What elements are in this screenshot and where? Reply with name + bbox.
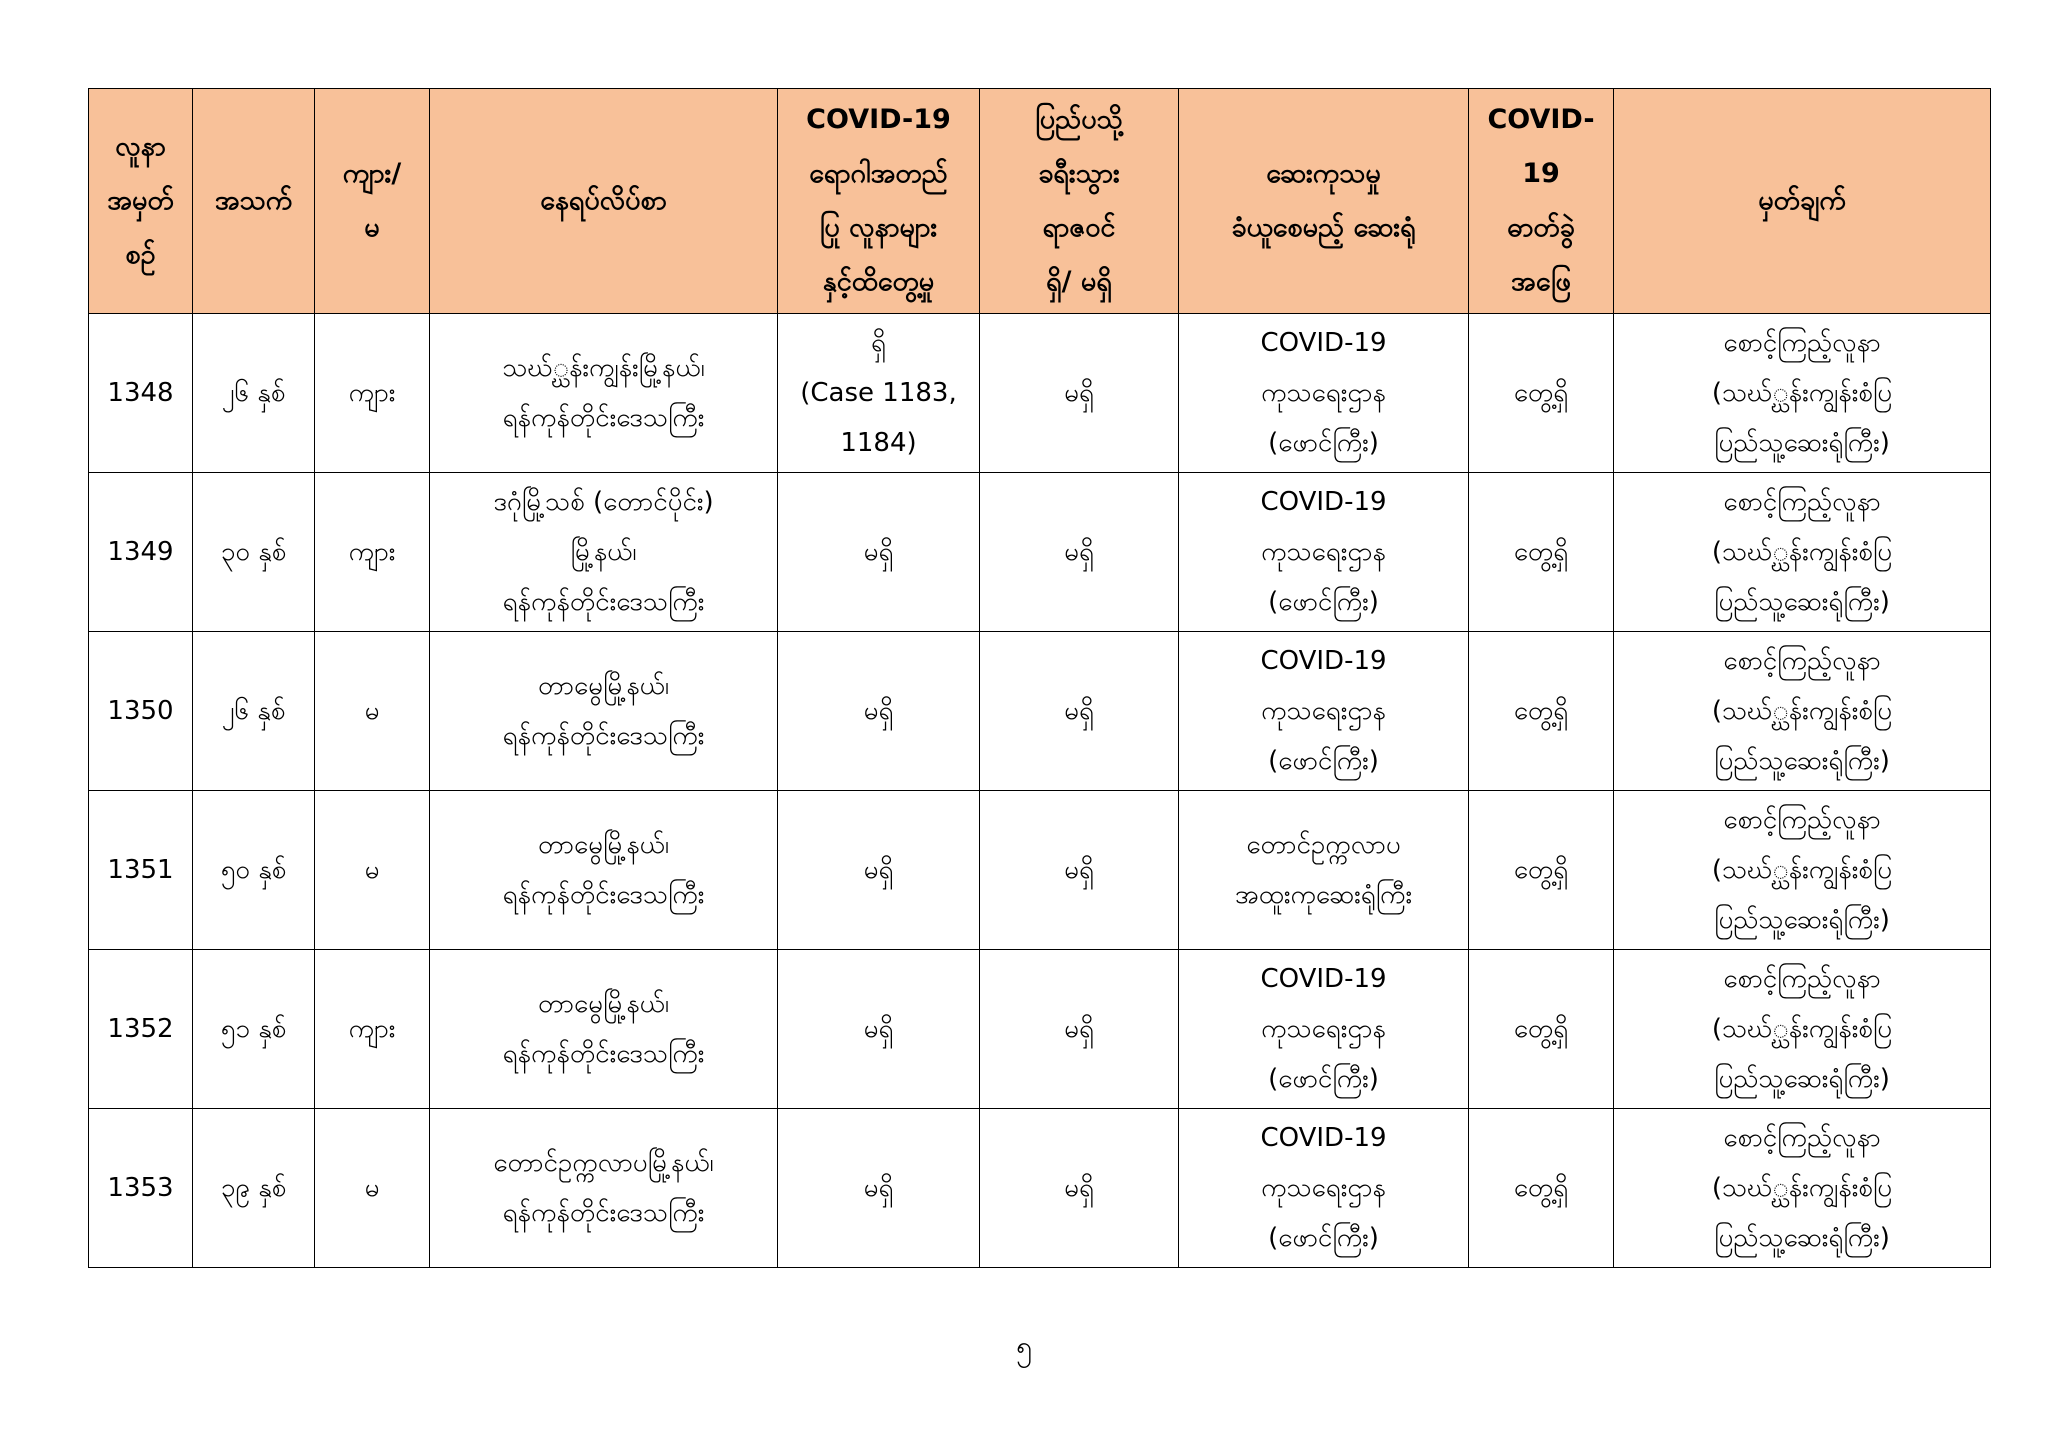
cell-patient-no: 1349 bbox=[89, 473, 193, 632]
cell-sex: ကျား bbox=[315, 950, 430, 1109]
cell-address: သဃ်္ဃန်းကျွန်းမြို့နယ်၊ ရန်ကုန်တိုင်းဒေသကြီး bbox=[430, 314, 778, 473]
cell-travel-history: မရှိ bbox=[980, 314, 1179, 473]
cell-patient-no: 1352 bbox=[89, 950, 193, 1109]
header-travel-history: ပြည်ပသို့ ခရီးသွား ရာဇဝင် ရှိ/ မရှိ bbox=[980, 89, 1179, 314]
cell-address: တာမွေမြို့နယ်၊ ရန်ကုန်တိုင်းဒေသကြီး bbox=[430, 950, 778, 1109]
cell-patient-no: 1348 bbox=[89, 314, 193, 473]
cell-contact: မရှိ bbox=[778, 1109, 980, 1268]
cell-travel-history: မရှိ bbox=[980, 1109, 1179, 1268]
cell-travel-history: မရှိ bbox=[980, 791, 1179, 950]
table-row bbox=[89, 314, 1991, 473]
covid-cases-table bbox=[88, 88, 1991, 1268]
cell-age: ၃၀ နှစ် bbox=[193, 473, 315, 632]
header-age: အသက် bbox=[193, 89, 315, 314]
cell-contact: မရှိ bbox=[778, 950, 980, 1109]
cell-age: ၂၆ နှစ် bbox=[193, 314, 315, 473]
table-row bbox=[89, 791, 1991, 950]
cell-contact: ရှိ (Case 1183, 1184) bbox=[778, 314, 980, 473]
cell-lab-result: တွေ့ရှိ bbox=[1469, 1109, 1614, 1268]
cell-contact: မရှိ bbox=[778, 791, 980, 950]
cell-contact: မရှိ bbox=[778, 473, 980, 632]
table-row bbox=[89, 950, 1991, 1109]
cell-hospital: COVID-19 ကုသရေးဌာန (ဖောင်ကြီး) bbox=[1179, 950, 1469, 1109]
cell-age: ၅၁ နှစ် bbox=[193, 950, 315, 1109]
cell-age: ၂၆ နှစ် bbox=[193, 632, 315, 791]
cell-remark: စောင့်ကြည့်လူနာ (သဃ်္ဃန်းကျွန်းစံပြ ပြည်သူ့ဆေးရုံကြီး) bbox=[1614, 632, 1991, 791]
cell-sex: မ bbox=[315, 1109, 430, 1268]
cell-lab-result: တွေ့ရှိ bbox=[1469, 314, 1614, 473]
cell-lab-result: တွေ့ရှိ bbox=[1469, 950, 1614, 1109]
cell-hospital: COVID-19 ကုသရေးဌာန (ဖောင်ကြီး) bbox=[1179, 314, 1469, 473]
cell-sex: ကျား bbox=[315, 473, 430, 632]
table-row bbox=[89, 1109, 1991, 1268]
cell-hospital: COVID-19 ကုသရေးဌာန (ဖောင်ကြီး) bbox=[1179, 1109, 1469, 1268]
cell-patient-no: 1350 bbox=[89, 632, 193, 791]
cell-hospital: COVID-19 ကုသရေးဌာန (ဖောင်ကြီး) bbox=[1179, 473, 1469, 632]
cell-sex: မ bbox=[315, 632, 430, 791]
cell-remark: စောင့်ကြည့်လူနာ (သဃ်္ဃန်းကျွန်းစံပြ ပြည်သူ့ဆေးရုံကြီး) bbox=[1614, 1109, 1991, 1268]
header-patient-no: လူနာ အမှတ် စဉ် bbox=[89, 89, 193, 314]
header-lab-result: COVID- 19 ဓာတ်ခွဲ အဖြေ bbox=[1469, 89, 1614, 314]
cell-travel-history: မရှိ bbox=[980, 950, 1179, 1109]
cell-address: တာမွေမြို့နယ်၊ ရန်ကုန်တိုင်းဒေသကြီး bbox=[430, 791, 778, 950]
cell-sex: မ bbox=[315, 791, 430, 950]
cell-address: တောင်ဥက္ကလာပမြို့နယ်၊ ရန်ကုန်တိုင်းဒေသကြီး bbox=[430, 1109, 778, 1268]
cell-age: ၃၉ နှစ် bbox=[193, 1109, 315, 1268]
header-address: နေရပ်လိပ်စာ bbox=[430, 89, 778, 314]
page-number: ၅ bbox=[1016, 1330, 1032, 1363]
cell-remark: စောင့်ကြည့်လူနာ (သဃ်္ဃန်းကျွန်းစံပြ ပြည်သူ့ဆေးရုံကြီး) bbox=[1614, 950, 1991, 1109]
cell-travel-history: မရှိ bbox=[980, 632, 1179, 791]
cell-hospital: COVID-19 ကုသရေးဌာန (ဖောင်ကြီး) bbox=[1179, 632, 1469, 791]
cell-lab-result: တွေ့ရှိ bbox=[1469, 632, 1614, 791]
cell-hospital: တောင်ဥက္ကလာပ အထူးကုဆေးရုံကြီး bbox=[1179, 791, 1469, 950]
header-row bbox=[89, 89, 1991, 314]
cell-remark: စောင့်ကြည့်လူနာ (သဃ်္ဃန်းကျွန်းစံပြ ပြည်သူ့ဆေးရုံကြီး) bbox=[1614, 791, 1991, 950]
cell-remark: စောင့်ကြည့်လူနာ (သဃ်္ဃန်းကျွန်းစံပြ ပြည်သူ့ဆေးရုံကြီး) bbox=[1614, 314, 1991, 473]
cell-address: ဒဂုံမြို့သစ် (တောင်ပိုင်း) မြို့နယ်၊ ရန်ကုန်တိုင်းဒေသကြီး bbox=[430, 473, 778, 632]
cell-contact: မရှိ bbox=[778, 632, 980, 791]
table-row bbox=[89, 632, 1991, 791]
header-remark: မှတ်ချက် bbox=[1614, 89, 1991, 314]
cell-lab-result: တွေ့ရှိ bbox=[1469, 473, 1614, 632]
cell-remark: စောင့်ကြည့်လူနာ (သဃ်္ဃန်းကျွန်းစံပြ ပြည်သူ့ဆေးရုံကြီး) bbox=[1614, 473, 1991, 632]
cell-patient-no: 1351 bbox=[89, 791, 193, 950]
cell-travel-history: မရှိ bbox=[980, 473, 1179, 632]
cell-lab-result: တွေ့ရှိ bbox=[1469, 791, 1614, 950]
header-sex: ကျား/ မ bbox=[315, 89, 430, 314]
table-row bbox=[89, 473, 1991, 632]
cell-patient-no: 1353 bbox=[89, 1109, 193, 1268]
header-hospital: ဆေးကုသမှု ခံယူစေမည့် ဆေးရုံ bbox=[1179, 89, 1469, 314]
cell-address: တာမွေမြို့နယ်၊ ရန်ကုန်တိုင်းဒေသကြီး bbox=[430, 632, 778, 791]
cell-age: ၅၀ နှစ် bbox=[193, 791, 315, 950]
cell-sex: ကျား bbox=[315, 314, 430, 473]
header-contact: COVID-19 ရောဂါအတည် ပြု လူနာများ နှင့်ထိတွေ့မှု bbox=[778, 89, 980, 314]
